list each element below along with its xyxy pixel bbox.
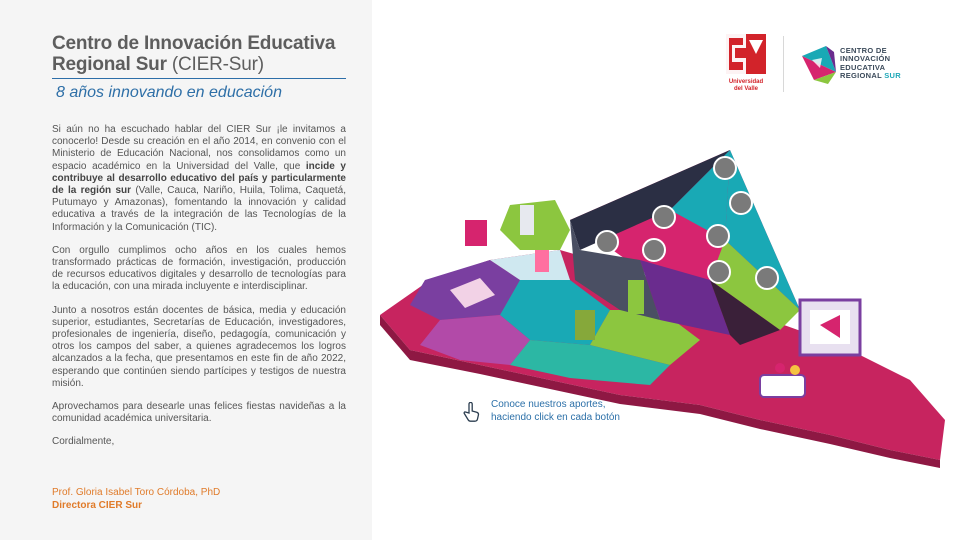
cier-logo-line-2: INNOVACIÓN bbox=[840, 54, 891, 64]
title-line-1: Centro de Innovación Educativa bbox=[52, 33, 336, 54]
signer-role: Directora CIER Sur bbox=[52, 499, 143, 511]
title-divider bbox=[52, 78, 346, 79]
cier-logo-line-4 bbox=[840, 72, 901, 80]
paragraph-1 bbox=[52, 124, 346, 234]
cta-text bbox=[491, 399, 671, 424]
univalle-logo-line-2: del Valle bbox=[733, 86, 759, 92]
paragraph-1-end: (Valle, Cauca, Nariño, Huila, Tolima, Caquetá, Putumayo y Amazonas), fomentando la innovación y calidad educativa a través de la integración de las Tecnologías de la Información y la Comunicación (TIC). bbox=[52, 185, 346, 233]
paragraph-1-highlight: incide y contribuye al desarrollo educativo del país y particularmente de la región sur bbox=[52, 160, 346, 197]
letter-body bbox=[52, 124, 346, 460]
univalle-logo[interactable] bbox=[723, 34, 769, 94]
region-green bbox=[500, 200, 570, 250]
paragraph-1-start: Si aún no ha escuchado hablar del CIER Sur ¡le invitamos a conocerlo! Desde su creación en el año 2014, en convenio con el Ministerio de Educación Nacional, nos consolidamos como un espacio académico en la Universidad del Valle, que bbox=[52, 124, 346, 172]
logo-divider bbox=[783, 36, 784, 92]
cier-logo-line-1: CENTRO DE bbox=[840, 46, 887, 55]
cta-line-1: Conoce nuestros aportes, bbox=[491, 399, 606, 410]
regional-map-illustration bbox=[370, 150, 960, 480]
tagline: 8 años innovando en educación bbox=[56, 84, 282, 101]
closing: Cordialmente, bbox=[52, 436, 115, 448]
paragraph-3: Junto a nosotros están docentes de básica, media y educación superior, estudiantes, Secretarías de Educación, investigadores, profesionales de ingeniería, diseño, pedagogía, comunicación y otros los campos del saber, a quienes agradecemos los logros alcanzados a la fecha, que presentamos en este fin de año 2022, esperando que continúen siendo partícipes y testigos de nuestra misión. bbox=[52, 304, 346, 389]
hand-pointer-icon bbox=[462, 402, 480, 422]
title-line-2 bbox=[52, 54, 352, 75]
cier-logo-regional: REGIONAL bbox=[840, 70, 885, 80]
cier-logo-line-3: EDUCATIVA bbox=[840, 62, 886, 72]
cta-line-2: haciendo click en cada botón bbox=[491, 411, 620, 423]
paragraph-2: Con orgullo cumplimos ocho años en los cuales hemos transformado prácticas de formación, investigación, producción de recursos educativos digitales y desarrollo de tecnologías para la educación, con una mirada incluyente e interdisciplinar. bbox=[52, 244, 346, 293]
univalle-logo-line-1: Universidad bbox=[728, 79, 764, 85]
left-panel bbox=[0, 0, 372, 540]
page-title bbox=[52, 33, 352, 75]
cier-logo-sur: SUR bbox=[884, 70, 901, 80]
signer-name: Prof. Gloria Isabel Toro Córdoba, PhD bbox=[52, 487, 221, 498]
title-line-2-bold: Regional Sur bbox=[52, 54, 167, 75]
title-line-2-light: (CIER-Sur) bbox=[166, 54, 264, 75]
signature bbox=[52, 487, 352, 512]
cier-sur-logo-text bbox=[840, 47, 901, 80]
paragraph-4: Aprovechamos para desearle unas felices fiestas navideñas a la comunidad académica universitaria. bbox=[52, 401, 346, 425]
